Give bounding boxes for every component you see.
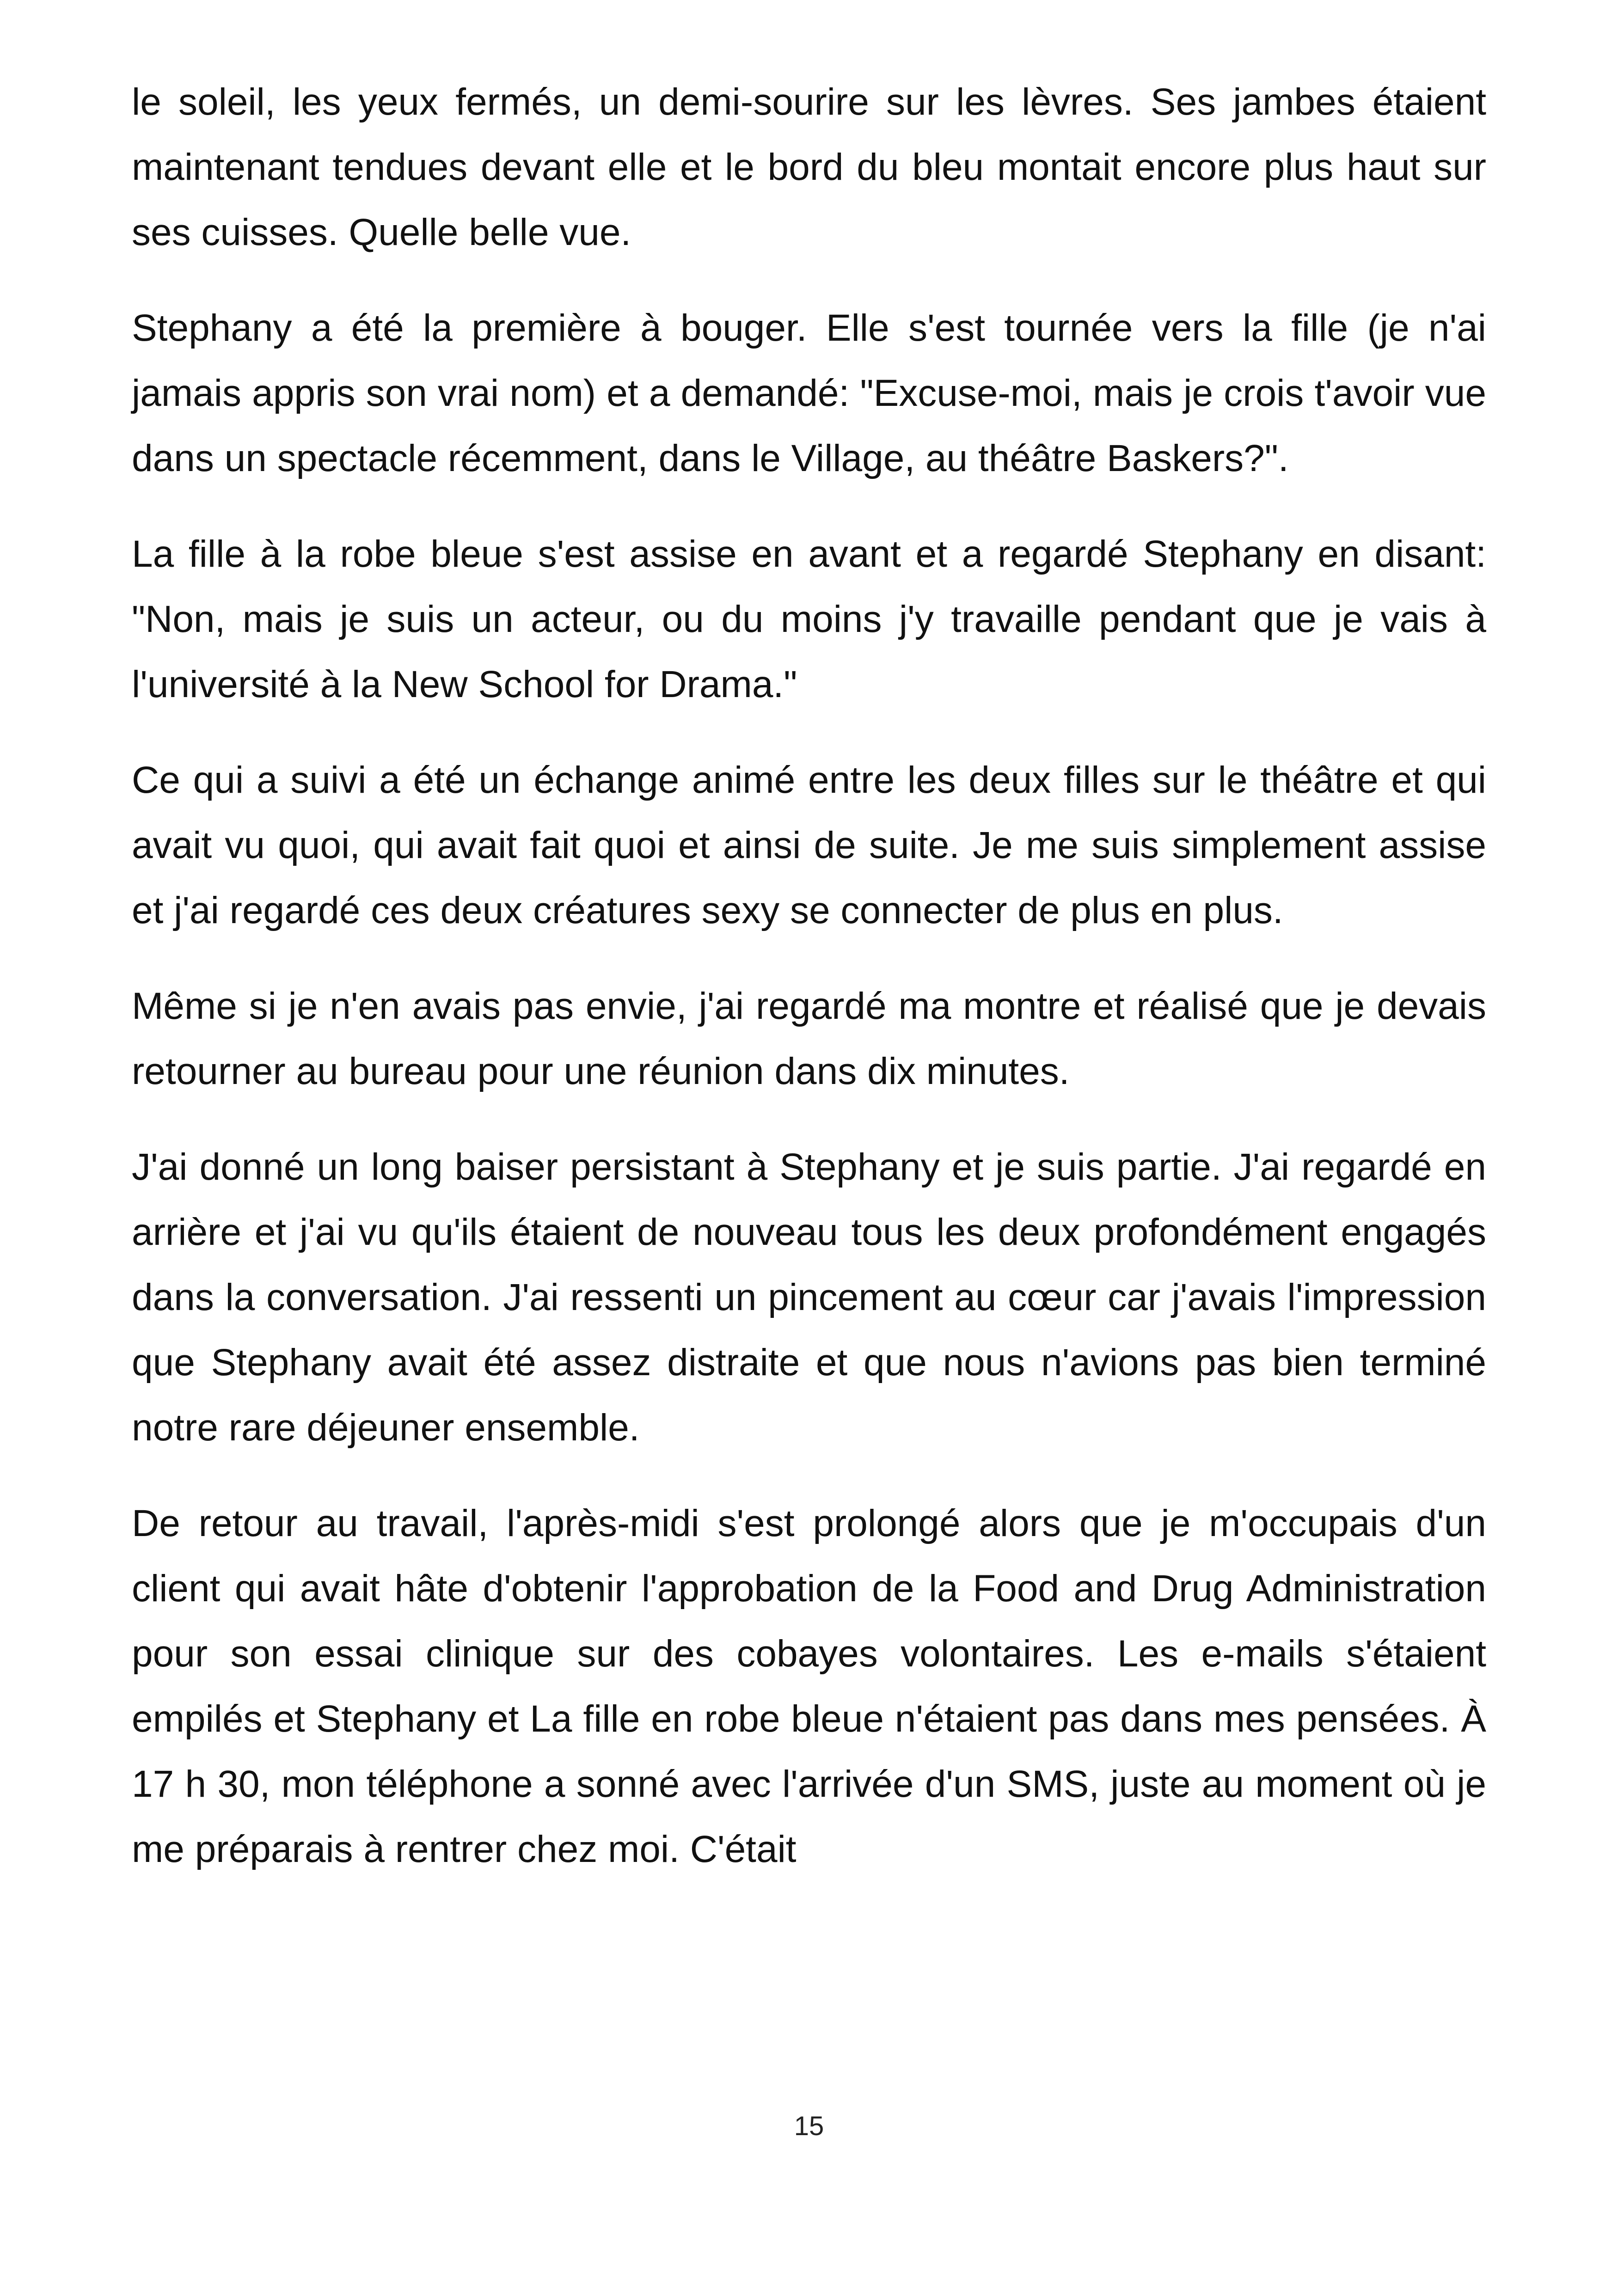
page-body [132, 69, 1486, 1912]
paragraph: De retour au travail, l'après-midi s'est prolongé alors que je m'occupais d'un client qui avait hâte d'obtenir l'approbation de la Food and Drug Administration pour son essai clinique sur des cobayes volontaires. Les e-mails s'étaient empilés et Stephany et La fille en robe bleue n'étaient pas dans mes pensées. À 17 h 30, mon téléphone a sonné avec l'arrivée d'un SMS, juste au moment où je me préparais à rentrer chez moi. C'était [132, 1502, 1486, 1870]
paragraph: J'ai donné un long baiser persistant à Stephany et je suis partie. J'ai regardé en arrière et j'ai vu qu'ils étaient de nouveau tous les deux profondément engagés dans la conversation. J'ai ressenti un pincement au cœur car j'avais l'impression que Stephany avait été assez distraite et que nous n'avions pas bien terminé notre rare déjeuner ensemble. [132, 1146, 1486, 1449]
paragraph: Ce qui a suivi a été un échange animé entre les deux filles sur le théâtre et qui avait vu quoi, qui avait fait quoi et ainsi de suite. Je me suis simplement assise et j'ai regardé ces deux créatures sexy se connecter de plus en plus. [132, 759, 1486, 931]
paragraph: le soleil, les yeux fermés, un demi-sourire sur les lèvres. Ses jambes étaient maintenant tendues devant elle et le bord du bleu montait encore plus haut sur ses cuisses. Quelle belle vue. [132, 81, 1486, 253]
paragraph: Même si je n'en avais pas envie, j'ai regardé ma montre et réalisé que je devais retourner au bureau pour une réunion dans dix minutes. [132, 985, 1486, 1092]
page-number: 15 [794, 2111, 824, 2141]
paragraph: Stephany a été la première à bouger. Elle s'est tournée vers la fille (je n'ai jamais appris son vrai nom) et a demandé: "Excuse-moi, mais je crois t'avoir vue dans un spectacle récemment, dans le Village, au théâtre Baskers?". [132, 307, 1486, 479]
paragraph: La fille à la robe bleue s'est assise en avant et a regardé Stephany en disant: "Non, mais je suis un acteur, ou du moins j'y travaille pendant que je vais à l'université à la New School for Drama." [132, 533, 1486, 705]
